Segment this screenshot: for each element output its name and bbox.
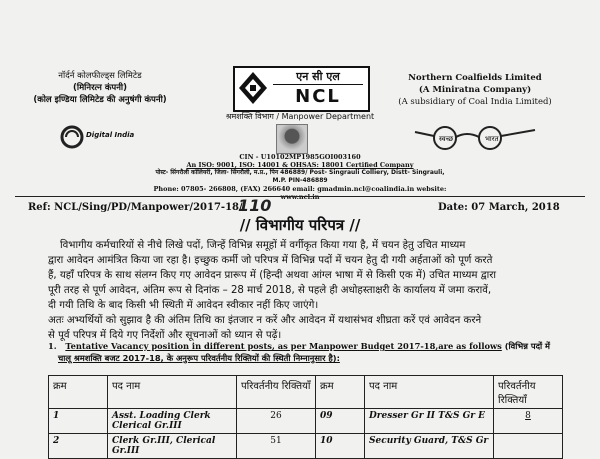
body-line: अतः अभ्यर्थियों को सुझाव है की अंतिम तिथि का इंतजार न करें और आवेदन में यथासंभव शीघ्रता करें एवं आवेदन करने <box>48 315 482 326</box>
company-name-english: Northern Coalfields Limited <box>408 73 542 83</box>
vacancy-heading-hindi-2: चालू श्रमशक्ति बजट 2017-18, के अनुरूप परिवर्तनीय रिक्तियों की स्थिती निम्नानुसार है): <box>58 353 340 363</box>
cin-number: CIN - U10102MP1985GOI003160 <box>239 153 361 161</box>
subsidiary-hindi: (कोल इण्डिया लिमिटेड की अनुषंगी कंपनी) <box>33 95 167 105</box>
post-name: Clerk Gr.III, Clerical Gr.III <box>108 434 237 459</box>
post-name: Asst. Loading Clerk Clerical Gr.III <box>108 409 237 434</box>
department-label: श्रमशक्ति विभाग / Manpower Department <box>225 112 375 121</box>
postal-address: पोस्ट- सिंगरौली कोलियरी, जिला- सिंगरौली, म.प्र., पिन 486889/ Post- Singrauli Colliery, Distt- Singrauli, M.P. PIN-486889 <box>155 169 445 184</box>
column-header: पद नाम <box>365 376 494 409</box>
column-header: पद नाम <box>108 376 237 409</box>
subsidiary-english: (A subsidiary of Coal India Limited) <box>398 97 552 107</box>
vacancy-heading-hindi-1: (विभिन्न पदों में <box>504 341 551 351</box>
vacancy-heading <box>48 340 550 364</box>
vacancy-heading-number: 1. <box>48 341 57 351</box>
serial-number: 09 <box>316 409 365 434</box>
spectacles-icon <box>410 124 540 152</box>
iso-certification: An ISO: 9001, ISO: 14001 & OHSAS: 18001 Certified Company <box>186 161 414 169</box>
company-name-hindi: नॉर्दर्न कोलफील्ड्स लिमिटेड <box>58 71 142 81</box>
circular-title: // विभागीय परिपत्र // <box>239 216 361 234</box>
svg-text:भारत: भारत <box>485 135 499 143</box>
body-line: द्वारा आवेदन आमंत्रित किया जा रहा है। इच्छुक कर्मी जो परिपत्र में विभिन्न पदों में चयन हेतु दी गयी अर्हताओं को पूर्ण करते <box>48 255 493 266</box>
logo-english-text: NCL <box>295 86 341 107</box>
vacancy-count: 8 <box>494 409 563 434</box>
post-name: Security Guard, T&S Gr <box>365 434 494 459</box>
column-header: क्रम <box>49 376 108 409</box>
body-line: पूरी तरह से पूर्ण आवेदन, अंतिम रूप से दिनांक – 28 मार्च 2018, से पहले ही अधोहस्ताक्षरी के कार्यालय में जमा करावें, <box>48 285 492 296</box>
contact-details: Phone: 07805- 266808, (FAX) 266640 email: gmadmin.ncl@coalindia.in website: www.ncl.in <box>153 185 447 201</box>
header-divider <box>15 196 585 197</box>
body-line: हैं, यहाँ परिपत्र के साथ संलग्न किए गए आवेदन प्रारूप में (हिन्दी अथवा आंग्ल भाषा में से किसी एक में) उचित माध्यम द्वारा <box>48 270 497 281</box>
miniratna-english: (A Miniratna Company) <box>418 85 532 95</box>
vacancy-heading-english: Tentative Vacancy position in different posts, as per Manpower Budget 2017-18,are as follows <box>65 341 502 351</box>
serial-number: 2 <box>49 434 108 459</box>
logo-hindi-text: एन सी एल <box>273 69 363 85</box>
body-line: से पूर्व परिपत्र में दिये गए निर्देशों और सूचनाओं को ध्यान से पढ़ें। <box>48 330 282 341</box>
table-row <box>49 409 563 434</box>
ncl-emblem-icon <box>238 71 268 105</box>
company-header-hindi <box>20 70 180 106</box>
reference-text: Ref: NCL/Sing/PD/Manpower/2017-18/ <box>28 202 243 213</box>
post-name: Dresser Gr II T&S Gr E <box>365 409 494 434</box>
table-row <box>49 434 563 459</box>
circular-body <box>48 238 588 343</box>
column-header: परिवर्तनीय रिक्तियाँ <box>494 376 563 409</box>
portrait-photo <box>276 124 308 154</box>
column-header: क्रम <box>316 376 365 409</box>
body-line: दी गयी तिथि के बाद किसी भी स्थिती में आवेदन स्वीकार नहीं किए जाएंगे। <box>48 300 319 311</box>
swachh-bharat-logo <box>410 124 540 152</box>
miniratna-hindi: (मिनिरत्न कंपनी) <box>72 83 127 93</box>
table-header-row <box>49 376 563 409</box>
vacancy-count: 51 <box>237 434 316 459</box>
vacancy-count: 26 <box>237 409 316 434</box>
company-header-english <box>395 72 555 108</box>
company-registration-block <box>150 153 450 201</box>
digital-india-text: Digital India <box>86 131 135 139</box>
reference-number-handwritten: 110 <box>238 196 272 215</box>
vacancy-count <box>494 434 563 459</box>
svg-text:स्वच्छ: स्वच्छ <box>439 135 454 143</box>
digital-india-logo <box>60 124 140 150</box>
serial-number: 10 <box>316 434 365 459</box>
circular-date: Date: 07 March, 2018 <box>438 202 560 213</box>
column-header: परिवर्तनीय रिक्तियाँ <box>237 376 316 409</box>
vacancy-table <box>48 375 563 459</box>
body-line: विभागीय कर्मचारियों से नीचे लिखे पदों, जिन्हें विभिन्न समूहों में वर्गीकृत किया गया है, में चयन हेतु उचित माध्यम <box>60 240 466 251</box>
ncl-logo <box>233 66 370 112</box>
serial-number: 1 <box>49 409 108 434</box>
